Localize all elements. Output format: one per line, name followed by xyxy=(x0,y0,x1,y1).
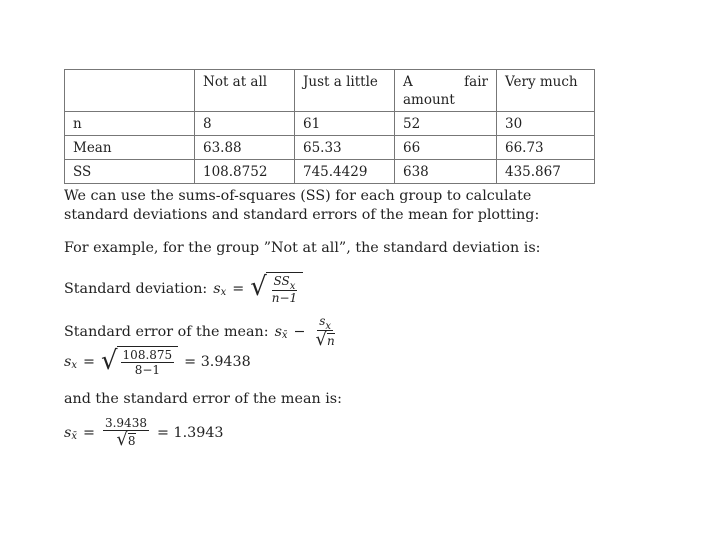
table-cell: 63.88 xyxy=(195,136,295,160)
intro-paragraph: We can use the sums-of-squares (SS) for each group to calculate standard deviations and standard errors of the mean for plotting: xyxy=(64,188,540,223)
row-label: Mean xyxy=(65,136,195,160)
sd-symbol: s xyxy=(64,353,72,370)
header-fair-word-fair: fair xyxy=(464,74,488,90)
n-minus-1: n−1 xyxy=(271,291,298,305)
fraction xyxy=(314,314,337,349)
n-symbol: n xyxy=(327,334,335,348)
table-cell: 66 xyxy=(395,136,497,160)
table-cell: 638 xyxy=(395,160,497,184)
sd-formula xyxy=(64,272,303,305)
table-cell: 8 xyxy=(195,112,295,136)
ss-symbol: SS xyxy=(273,274,290,288)
header-just-a-little: Just a little xyxy=(295,70,395,112)
ss-subscript: x xyxy=(289,281,296,292)
equals-sign: = xyxy=(82,424,95,441)
header-fair-word-a: A xyxy=(403,74,413,90)
table-cell: 30 xyxy=(497,112,595,136)
sqrt-icon: √ xyxy=(100,346,118,376)
fraction xyxy=(121,348,175,377)
sd-symbol: s xyxy=(213,280,221,297)
fraction xyxy=(103,416,149,449)
sqrt-icon: √ xyxy=(116,429,128,450)
table-header-row xyxy=(65,70,595,112)
sqrt-expression xyxy=(101,346,178,377)
sd-label: Standard deviation: xyxy=(64,280,208,297)
sd-value: 3.9438 xyxy=(104,416,147,430)
sx-symbol: s xyxy=(319,314,326,328)
sd-result: = 3.9438 xyxy=(184,353,251,370)
table-cell: 61 xyxy=(295,112,395,136)
df-value: 8−1 xyxy=(134,363,161,377)
sqrt-icon: √ xyxy=(250,272,267,302)
header-empty-cell xyxy=(65,70,195,112)
se-symbol: s xyxy=(64,424,72,441)
minus-sign: − xyxy=(293,323,306,340)
header-fair-word-amount: amount xyxy=(403,92,455,108)
sqrt-icon: √ xyxy=(315,329,328,350)
ss-value: 108.875 xyxy=(122,348,173,362)
sd-subscript: x xyxy=(220,287,227,298)
se-subscript: x̄ xyxy=(281,330,288,341)
header-a-fair-amount xyxy=(395,70,497,112)
sqrt-n-value: 8 xyxy=(127,434,136,448)
table-row-ss xyxy=(65,160,595,184)
se-calculation xyxy=(64,416,224,449)
sx-subscript: x xyxy=(325,321,332,332)
table-cell: 108.8752 xyxy=(195,160,295,184)
table-cell: 66.73 xyxy=(497,136,595,160)
se-formula xyxy=(64,314,339,349)
table-cell: 52 xyxy=(395,112,497,136)
se-symbol: s xyxy=(274,323,282,340)
table-row-n xyxy=(65,112,595,136)
se-subscript: x̄ xyxy=(71,431,77,442)
sqrt-expression xyxy=(250,272,303,305)
se-result: = 1.3943 xyxy=(156,424,224,441)
fraction xyxy=(270,274,299,305)
example-paragraph: For example, for the group ”Not at all”, the standard deviation is: xyxy=(64,240,541,256)
equals-sign: = xyxy=(82,353,95,370)
equals-sign: = xyxy=(232,280,245,297)
summary-table xyxy=(64,69,595,184)
row-label: SS xyxy=(65,160,195,184)
sd-calculation xyxy=(64,346,251,377)
table-row-mean xyxy=(65,136,595,160)
table-cell: 435.867 xyxy=(497,160,595,184)
sd-subscript: x xyxy=(71,360,77,371)
table-cell: 745.4429 xyxy=(295,160,395,184)
header-not-at-all: Not at all xyxy=(195,70,295,112)
se-label: Standard error of the mean: xyxy=(64,323,269,340)
table-cell: 65.33 xyxy=(295,136,395,160)
header-very-much: Very much xyxy=(497,70,595,112)
se-intro-paragraph: and the standard error of the mean is: xyxy=(64,391,342,407)
row-label: n xyxy=(65,112,195,136)
